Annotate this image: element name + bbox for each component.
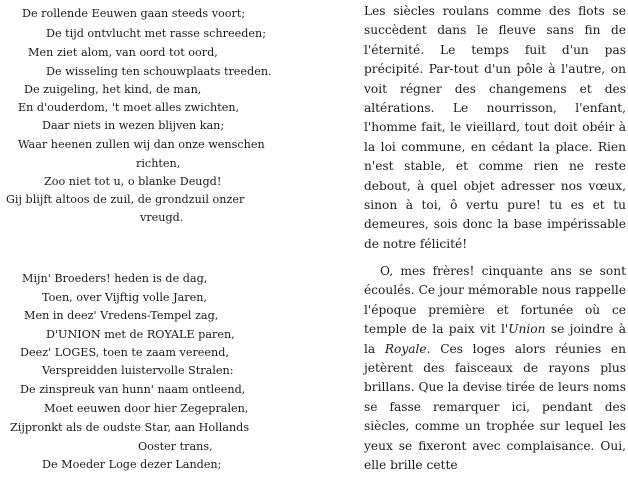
verse-line: Zoo niet tot u, o blanke Deugd!	[44, 175, 222, 188]
verse-line: De rollende Eeuwen gaan steeds voort;	[22, 7, 246, 20]
emphasis-royale: Royale	[384, 341, 427, 356]
verse-line: Daar niets in wezen blijven kan;	[42, 119, 225, 132]
verse-line: De zinspreuk van hunn' naam ontleend,	[20, 383, 246, 396]
emphasis-union: Union	[508, 322, 546, 337]
paragraph-text: Les siècles roulans comme des flots se succèdent dans le fleuve sans fin de l'éternité. Le temps fuit d'un pas précipité. Par-tout d'un pôle à l'autre, on voit régner des changemens et des altérations. Le nourrisson, l'enfant, l'homme fait, le vieillard, tout doit obéir à la loi commune, en cédant la place. Rien n'est stable, et comme rien ne reste debout, à quel objet adresser nos vœux, sinon à toi, ô vertu pure! tu es et tu demeures, sois donc la base impérissable de notre félicité!	[364, 4, 626, 251]
right-page-french-prose	[364, 0, 626, 477]
verse-line: Mijn' Broeders! heden is de dag,	[22, 272, 208, 285]
paragraph-text: se joindre à la	[364, 322, 626, 356]
verse-line: Ooster trans,	[138, 440, 213, 453]
verse-line: vreugd.	[140, 211, 184, 224]
paragraph-text: O, mes frères! cinquante ans se sont écoulés. Ce jour mémorable nous rappelle l'époque première et fortunée où ce temple de la paix vit l'	[364, 264, 626, 337]
verse-line: Zijpronkt als de oudste Star, aan Hollands	[10, 421, 250, 434]
prose-paragraph-1	[364, 2, 626, 254]
paragraph-text: . Ces loges alors réunies en jetèrent des faisceaux de rayons plus brillans. Que la devise tirée de leurs noms se fasse remarquer ici, pendant des siècles, comme un trophée sur lequel les yeux se fixeront avec complaisance. Oui, elle brille cette	[364, 341, 626, 473]
verse-line: De tijd ontvlucht met rasse schreeden;	[46, 27, 266, 40]
verse-line: Toen, over Vijftig volle Jaren,	[42, 291, 207, 304]
verse-line: D'UNION met de ROYALE paren,	[46, 328, 235, 341]
verse-line: Verspreidden luistervolle Stralen:	[42, 364, 234, 377]
verse-line: Men ziet alom, van oord tot oord,	[28, 46, 218, 59]
verse-line: De zuigeling, het kind, de man,	[24, 83, 202, 96]
verse-line: Waar heenen zullen wij dan onze wenschen	[18, 138, 265, 151]
verse-line: De Moeder Loge dezer Landen;	[42, 458, 222, 471]
verse-line: richten,	[136, 157, 181, 170]
verse-line: De wisseling ten schouwplaats treeden.	[46, 65, 272, 78]
prose-paragraph-2	[364, 262, 626, 475]
verse-line: Moet eeuwen door hier Zegepralen,	[44, 402, 249, 415]
verse-line: Men in deez' Vredens-Tempel zag,	[24, 309, 219, 322]
verse-line: En d'ouderdom, 't moet alles zwichten,	[18, 101, 240, 114]
verse-line: Deez' LOGES, toen te zaam vereend,	[20, 346, 229, 359]
verse-line: Gij blijft altoos de zuil, de grondzuil onzer	[6, 193, 245, 206]
